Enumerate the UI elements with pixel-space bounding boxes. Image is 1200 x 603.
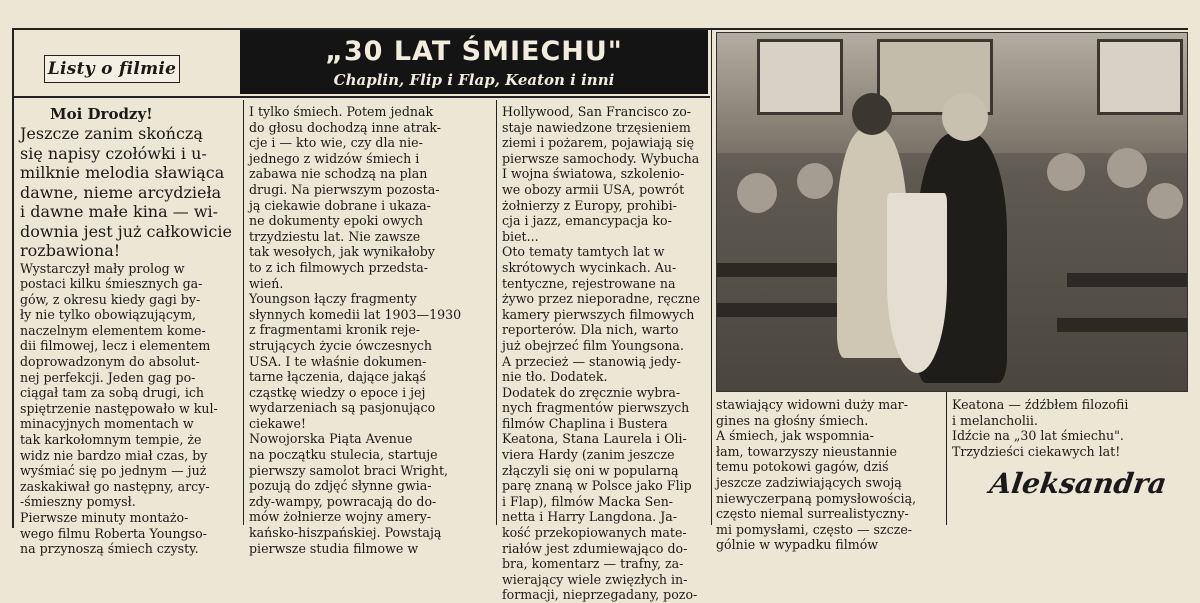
headline-banner bbox=[240, 30, 708, 94]
text-line: viera Hardy (zanim jeszcze bbox=[502, 447, 675, 463]
text-line: parę znaną w Polsce jako Flip bbox=[502, 478, 692, 494]
text-line: I wojna światowa, szkolenio- bbox=[502, 166, 685, 182]
photo-figure-net bbox=[887, 193, 947, 373]
text-line: już obejrzeć film Youngsona. bbox=[502, 337, 684, 353]
text-line: pozują do zdjęć słynne gwia- bbox=[249, 478, 432, 494]
column-1-body bbox=[20, 261, 238, 557]
photo-crowd-head bbox=[1107, 148, 1147, 188]
photo-pew bbox=[1067, 273, 1187, 287]
film-still-photo bbox=[716, 32, 1188, 392]
header-bottom-rule bbox=[12, 96, 710, 98]
text-line: pierwszy samolot braci Wright, bbox=[249, 462, 449, 478]
subheadline: Chaplin, Flip i Flap, Keaton i inni bbox=[333, 71, 615, 89]
text-line: minacyjnych momentach w bbox=[20, 416, 194, 432]
text-line: na przynoszą śmiech czysty. bbox=[20, 541, 199, 557]
text-line: naczelnym elementem kome- bbox=[20, 322, 206, 338]
lead-paragraph bbox=[20, 124, 238, 261]
text-line: często niemal surrealistyczny- bbox=[716, 506, 909, 522]
column-divider-2 bbox=[496, 100, 497, 525]
text-line: i dawne małe kina — wi- bbox=[20, 202, 219, 221]
text-line: Oto tematy tamtych lat w bbox=[502, 244, 665, 260]
text-line: mów żołnierze wojny amery- bbox=[249, 509, 432, 525]
text-line: reporterów. Dla nich, warto bbox=[502, 322, 679, 338]
text-line: z fragmentami kronik reje- bbox=[249, 322, 421, 338]
text-line: Nowojorska Piąta Avenue bbox=[249, 431, 413, 447]
text-line: drugi. Na pierwszym pozosta- bbox=[249, 181, 440, 197]
text-line: rozbawiona! bbox=[20, 241, 121, 260]
column-divider-3 bbox=[711, 30, 712, 525]
text-line: jednego z widzów śmiech i bbox=[249, 150, 420, 166]
text-line: to z ich filmowych przedsta- bbox=[249, 259, 429, 275]
text-line: ciągał tam za sobą drugi, ich bbox=[20, 385, 205, 401]
text-line: zaskakiwał go następny, arcy- bbox=[20, 478, 210, 494]
article-column-2 bbox=[249, 104, 491, 556]
text-line: USA. I te właśnie dokumen- bbox=[249, 353, 427, 369]
text-line: Wystarczył mały prolog w bbox=[20, 260, 185, 276]
text-line: postaci kilku śmiesznych ga- bbox=[20, 276, 203, 292]
text-line: ły nie tylko obowiązującym, bbox=[20, 307, 197, 323]
text-line: Keatona, Stana Laurela i Oli- bbox=[502, 431, 687, 447]
text-line: staje nawiedzone trzęsieniem bbox=[502, 119, 691, 135]
photo-figure-man-head bbox=[942, 93, 988, 141]
text-line: downia jest już całkowicie bbox=[20, 221, 232, 241]
text-line: jeszcze zadziwiających swoją bbox=[716, 474, 902, 490]
text-line: netta i Harry Langdona. Ja- bbox=[502, 509, 678, 525]
photo-pew bbox=[717, 263, 837, 277]
text-line: riałów jest zdumiewająco do- bbox=[502, 540, 688, 556]
text-line: doprowadzonym do absolut- bbox=[20, 354, 200, 370]
text-line: łam, towarzyszy nieustannie bbox=[716, 443, 897, 459]
text-line: cząstkę wiedzy o epoce i jej bbox=[249, 384, 426, 400]
text-line: wydarzeniach są pasjonująco bbox=[249, 400, 436, 416]
text-line: pierwsze samochody. Wybucha bbox=[502, 150, 700, 166]
text-line: bra, komentarz — trafny, za- bbox=[502, 556, 684, 572]
photo-window-right bbox=[1097, 39, 1183, 115]
text-line: tak karkołomnym tempie, że bbox=[20, 432, 202, 448]
column-2-body bbox=[249, 104, 491, 556]
text-line: Trzydzieści ciekawych lat! bbox=[952, 443, 1121, 459]
text-line: temu potokowi gagów, dziś bbox=[716, 459, 889, 475]
text-line: wyśmiać się po jednym — już bbox=[20, 463, 207, 479]
column-divider-4 bbox=[946, 392, 947, 525]
text-line: Idźcie na „30 lat śmiechu". bbox=[952, 428, 1124, 444]
text-line: się napisy czołówki i u- bbox=[20, 143, 207, 163]
author-signature: Aleksandra bbox=[987, 467, 1169, 500]
text-line: nych fragmentów pierwszych bbox=[502, 400, 690, 416]
article-column-5 bbox=[952, 397, 1188, 467]
text-line: zabawa nie schodzą na plan bbox=[249, 166, 428, 182]
greeting: Moi Drodzy! bbox=[50, 105, 153, 123]
text-line: Jeszcze zanim skończą bbox=[20, 124, 203, 143]
text-line: Youngson łączy fragmenty bbox=[249, 291, 417, 307]
photo-crowd-head bbox=[797, 163, 833, 199]
text-line: żywo przez nieporadne, ręczne bbox=[502, 291, 701, 307]
text-line: ne dokumenty epoki owych bbox=[249, 213, 424, 229]
photo-figure-woman-head bbox=[852, 93, 892, 135]
text-line: gines na głośny śmiech. bbox=[716, 412, 869, 428]
frame-left-rule bbox=[12, 28, 14, 528]
text-line: żołnierzy z Europy, prohibi- bbox=[502, 197, 677, 213]
text-line: nie tło. Dodatek. bbox=[502, 369, 608, 385]
article-column-4 bbox=[716, 397, 942, 553]
column-5-body bbox=[952, 397, 1188, 459]
text-line: Keatona — źdźbłem filozofii bbox=[952, 397, 1129, 412]
photo-pew bbox=[717, 303, 847, 317]
text-line: zdy-wampy, powracają do do- bbox=[249, 493, 437, 509]
text-line: złączyli się oni w popularną bbox=[502, 462, 679, 478]
text-line: tak wesołych, jak wynikałoby bbox=[249, 244, 435, 260]
text-line: ją ciekawie dobrane i ukaza- bbox=[249, 197, 431, 213]
text-line: milknie melodia sławiąca bbox=[20, 163, 225, 182]
text-line: pierwsze studia filmowe w bbox=[249, 540, 419, 556]
column-divider-1 bbox=[243, 100, 244, 525]
text-line: tentyczne, rejestrowane na bbox=[502, 275, 676, 291]
text-line: kość przekopiowanych mate- bbox=[502, 525, 687, 541]
article-column-3 bbox=[502, 104, 706, 603]
text-line: widz nie bardzo miał czas, by bbox=[20, 447, 208, 463]
text-line: ciekawe! bbox=[249, 415, 306, 431]
text-line: do głosu dochodzą inne atrak- bbox=[249, 119, 442, 135]
text-line: niewyczerpaną pomysłowością, bbox=[716, 490, 917, 506]
text-line: cja i jazz, emancypacja ko- bbox=[502, 213, 672, 229]
text-line: Dodatek do zręcznie wybra- bbox=[502, 384, 681, 400]
text-line: spiętrzenie następowało w kul- bbox=[20, 400, 218, 416]
text-line: dii filmowej, lecz i elementem bbox=[20, 338, 211, 354]
text-line: A przecież — stanowią jedy- bbox=[502, 353, 681, 369]
text-line: wego filmu Roberta Youngso- bbox=[20, 525, 207, 541]
text-line: formacji, nieprzegadany, pozo- bbox=[502, 587, 698, 603]
text-line: A śmiech, jak wspomnia- bbox=[716, 428, 874, 444]
photo-pew bbox=[1057, 318, 1187, 332]
text-line: słynnych komedii lat 1903—1930 bbox=[249, 306, 462, 322]
text-line: dawne, nieme arcydzieła bbox=[20, 182, 222, 202]
text-line: mi pomysłami, często — szcze- bbox=[716, 521, 913, 537]
section-tag: Listy o filmie bbox=[44, 55, 180, 83]
text-line: na początku stulecia, startuje bbox=[249, 447, 438, 463]
text-line: kańsko-hiszpańskiej. Powstają bbox=[249, 525, 442, 541]
text-line: skrótowych wycinkach. Au- bbox=[502, 259, 677, 275]
text-line: Pierwsze minuty montażo- bbox=[20, 510, 189, 525]
text-line: cje i — kto wie, czy dla nie- bbox=[249, 135, 423, 151]
text-line: tarne łączenia, dające jakąś bbox=[249, 369, 427, 385]
text-line: nej perfekcji. Jeden gag po- bbox=[20, 369, 196, 385]
text-line: i Flap), filmów Macka Sen- bbox=[502, 493, 674, 509]
photo-window-left bbox=[757, 39, 843, 115]
article-column-1 bbox=[20, 104, 238, 557]
column-4-body bbox=[716, 397, 942, 553]
text-line: strujących życie ówczesnych bbox=[249, 337, 433, 353]
photo-crowd-head bbox=[1147, 183, 1183, 219]
text-line: trzydziestu lat. Nie zawsze bbox=[249, 228, 421, 244]
text-line: Hollywood, San Francisco zo- bbox=[502, 104, 692, 119]
photo-crowd-head bbox=[737, 173, 777, 213]
text-line: we obozy armii USA, powrót bbox=[502, 181, 685, 197]
column-3-body bbox=[502, 104, 706, 603]
headline: „30 LAT ŚMIECHU" bbox=[325, 36, 623, 67]
text-line: kamery pierwszych filmowych bbox=[502, 306, 695, 322]
photo-crowd-head bbox=[1047, 153, 1085, 191]
text-line: biet... bbox=[502, 228, 539, 244]
text-line: wierający wiele zwięzłych in- bbox=[502, 571, 688, 587]
text-line: gólnie w wypadku filmów bbox=[716, 537, 879, 553]
text-line: gów, z okresu kiedy gagi by- bbox=[20, 291, 201, 307]
text-line: i melancholii. bbox=[952, 412, 1038, 428]
text-line: -śmieszny pomysł. bbox=[20, 494, 136, 510]
text-line: filmów Chaplina i Bustera bbox=[502, 415, 668, 431]
text-line: I tylko śmiech. Potem jednak bbox=[249, 104, 434, 119]
text-line: wień. bbox=[249, 275, 284, 291]
text-line: stawiający widowni duży mar- bbox=[716, 397, 908, 412]
text-line: ziemi i pożarem, pojawiają się bbox=[502, 135, 695, 151]
